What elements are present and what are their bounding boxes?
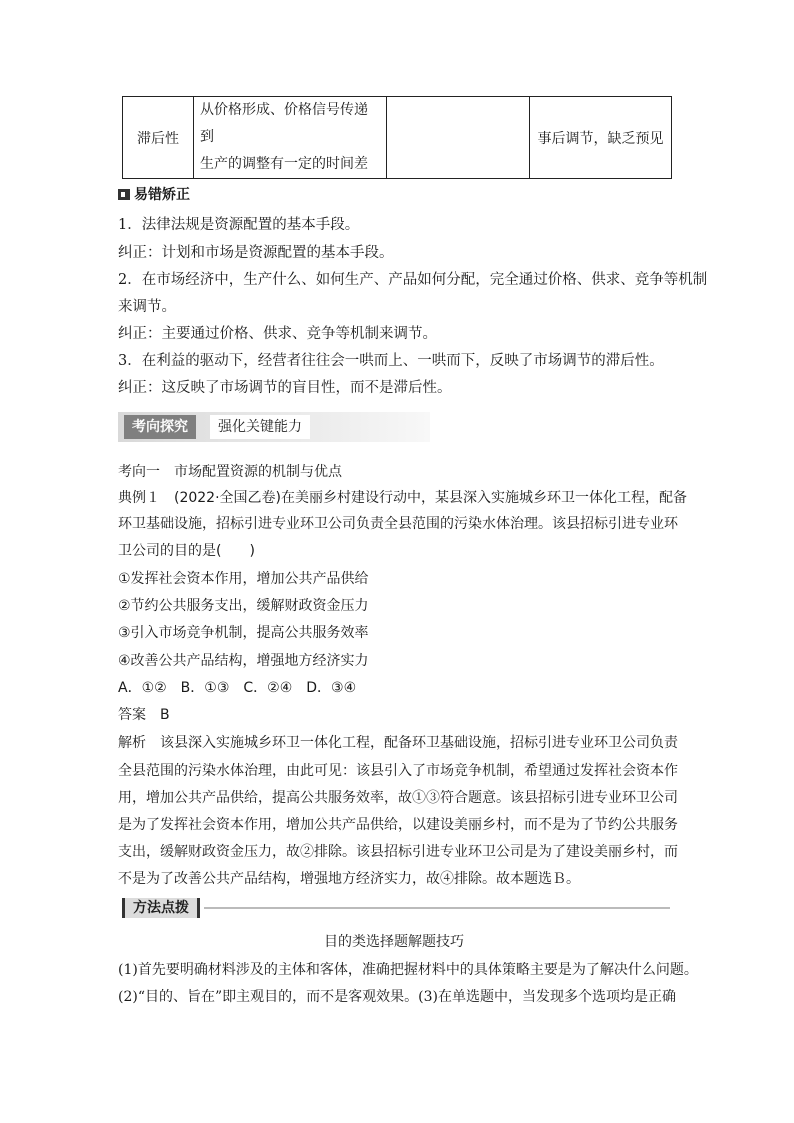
correction-line: 3．在利益的驱动下，经营者往往会一哄而上、一哄而下，反映了市场调节的滞后性。 (118, 353, 664, 369)
method-title: 目的类选择题解题技巧 (324, 934, 464, 950)
description-line: 生产的调整有一定的时间差 (200, 156, 368, 172)
table-row (123, 97, 672, 179)
method-tag: 方法点拨 (122, 898, 200, 918)
example-line: 典例１ (2022·全国乙卷)在美丽乡村建设行动中，某县深入实施城乡环卫一体化工程，配备 (118, 490, 688, 506)
analysis-line: 是为了发挥社会资本作用，增加公共产品供给，以建设美丽乡村，而不是为了节约公共服务 (118, 817, 678, 833)
analysis-line: 不是为了改善公共产品结构，增强地方经济实力，故④排除。故本题选Ｂ。 (118, 871, 580, 887)
example-line: 卫公司的目的是( ) (118, 543, 255, 559)
option-item: ④改善公共产品结构，增强地方经济实力 (118, 653, 369, 669)
analysis-line: 支出，缓解财政资金压力，故②排除。该县招标引进专业环卫公司是为了建设美丽乡村，而 (118, 844, 678, 860)
row-label: 滞后性 (123, 97, 194, 179)
option-item: ③引入市场竞争机制，提高公共服务效率 (118, 625, 369, 641)
correction-line: 1．法律法规是资源配置的基本手段。 (118, 217, 360, 233)
divider (204, 907, 670, 909)
direction-title: 考向一 市场配置资源的机制与优点 (118, 464, 342, 480)
correction-heading-text: 易错矫正 (134, 187, 190, 203)
analysis-line: 用，增加公共产品供给，提高公共服务效率，故①③符合题意。该县招标引进专业环卫公司 (118, 790, 678, 806)
row-description (194, 97, 387, 179)
correction-line: 纠正：主要通过价格、供求、竞争等机制来调节。 (118, 326, 437, 342)
description-line: 从价格形成、价格信号传递到 (200, 102, 368, 145)
correction-line: 纠正：这反映了市场调节的盲目性，而不是滞后性。 (118, 380, 452, 396)
analysis-line: 解析 该县深入实施城乡环卫一体化工程，配备环卫基础设施，招标引进专业环卫公司负责 (118, 735, 678, 751)
correction-heading (118, 184, 190, 204)
method-line: (2)“目的、旨在”即主观目的，而不是客观效果。(3)在单选题中，当发现多个选项均是正确 (118, 989, 676, 1005)
correction-line: 2．在市场经济中，生产什么、如何生产、产品如何分配，完全通过价格、供求、竞争等机制 (118, 272, 708, 288)
empty-cell (387, 97, 530, 179)
example-line: 环卫基础设施，招标引进专业环卫公司负责全县范围的污染水体治理。该县招标引进专业环 (118, 516, 678, 532)
correction-line: 纠正：计划和市场是资源配置的基本手段。 (118, 245, 394, 261)
analysis-line: 全县范围的污染水体治理，由此可见：该县引入了市场竞争机制，希望通过发挥社会资本作 (118, 763, 678, 779)
banner-tag: 考向探究 (124, 415, 196, 439)
row-consequence: 事后调节，缺乏预见 (530, 97, 672, 179)
banner-subtitle: 强化关键能力 (210, 415, 310, 439)
section-marker-icon (118, 189, 130, 200)
option-item: ②节约公共服务支出，缓解财政资金压力 (118, 598, 369, 614)
answer-choices: A．①② B．①③ C．②④ D．③④ (118, 680, 357, 696)
correction-line: 来调节。 (118, 299, 176, 315)
method-header (118, 898, 670, 920)
comparison-table (122, 96, 672, 179)
option-item: ①发挥社会资本作用，增加公共产品供给 (118, 571, 369, 587)
answer-line: 答案 B (118, 707, 170, 723)
section-banner (118, 412, 430, 442)
method-line: (1)首先要明确材料涉及的主体和客体，准确把握材料中的具体策略主要是为了解决什么问题。 (118, 962, 698, 978)
